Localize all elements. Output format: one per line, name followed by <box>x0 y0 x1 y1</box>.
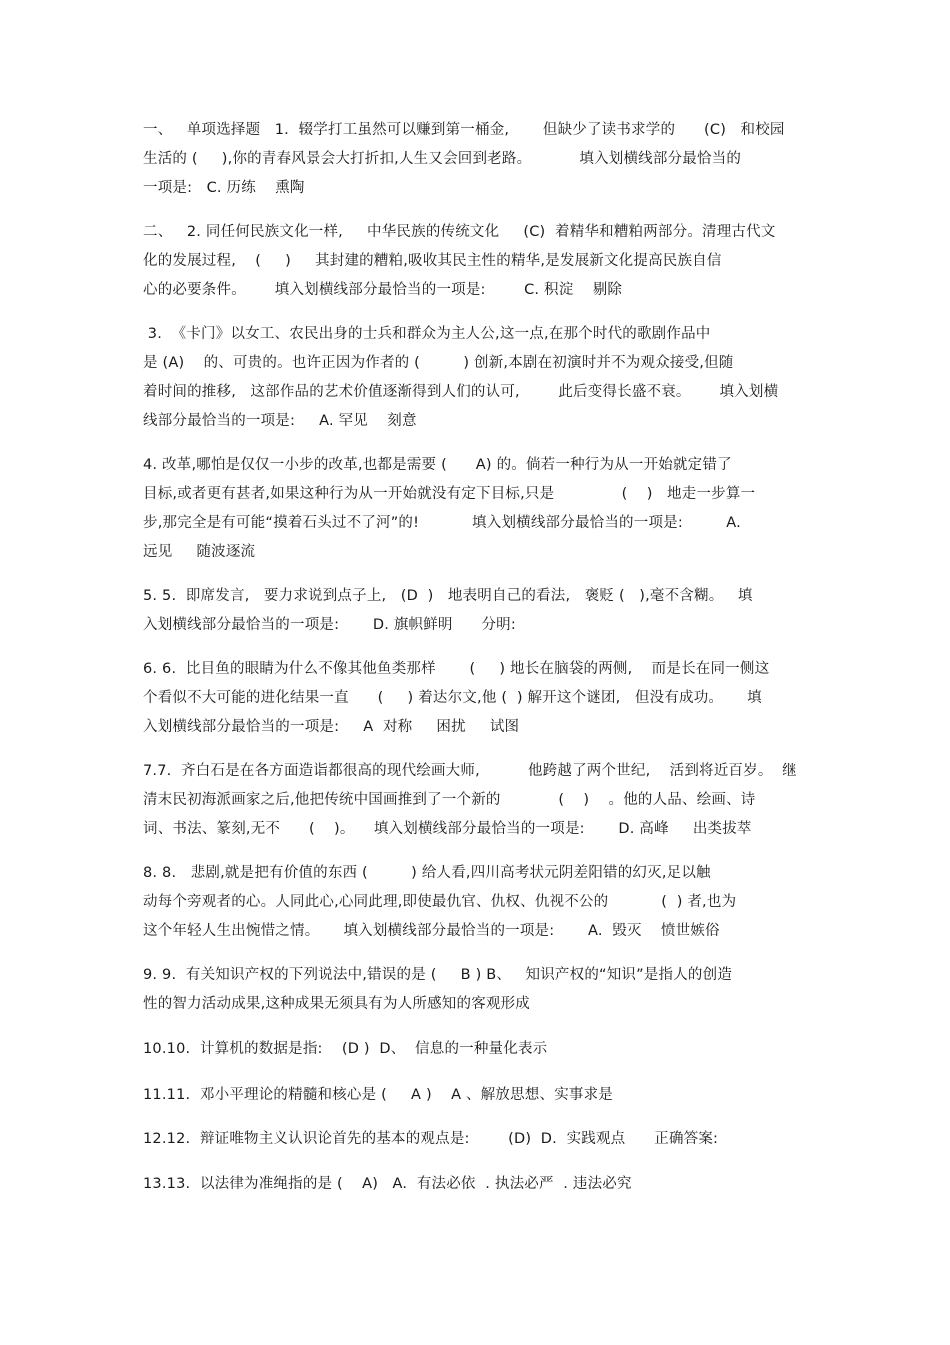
question-11 <box>143 1082 808 1108</box>
question-line: 这个年轻人生出惋惜之情。 填入划横线部分最恰当的一项是: A. 毁灭 愤世嫉俗 <box>143 923 720 939</box>
question-10 <box>143 1036 808 1062</box>
question-line: 目标,或者更有甚者,如果这种行为从一开始就没有定下目标,只是 ( ) 地走一步算一 <box>143 486 756 502</box>
question-line: 6. 6. 比目鱼的眼睛为什么不像其他鱼类那样 ( ) 地长在脑袋的两侧, 而是长在同一侧这 <box>143 661 770 677</box>
question-line: 动每个旁观者的心。人同此心,心同此理,即使最仇官、仇权、仇视不公的 ( ) 者,也为 <box>143 894 737 910</box>
question-line: 步,那完全是有可能“摸着石头过不了河”的! 填入划横线部分最恰当的一项是: A. <box>143 515 741 531</box>
question-2 <box>143 218 808 305</box>
question-line: 词、书法、篆刻,无不 ( )。 填入划横线部分最恰当的一项是: D. 高峰 出类拔萃 <box>143 821 752 837</box>
question-line: 10.10. 计算机的数据是指: (D ) D、 信息的一种量化表示 <box>143 1041 548 1057</box>
question-line: 个看似不大可能的进化结果一直 ( ) 着达尔文,他 ( ) 解开这个谜团, 但没有成功。 填 <box>143 690 762 706</box>
question-line: 5. 5. 即席发言, 要力求说到点子上, (D ) 地表明自己的看法, 褒贬 ( ),毫不含糊。 填 <box>143 588 753 604</box>
question-line: 11.11. 邓小平理论的精髓和核心是 ( A ) A 、解放思想、实事求是 <box>143 1087 613 1103</box>
question-line: 4. 改革,哪怕是仅仅一小步的改革,也都是需要 ( A) 的。倘若一种行为从一开始就定错了 <box>143 457 732 473</box>
question-7 <box>143 757 808 844</box>
question-line: 远见 随波逐流 <box>143 544 256 560</box>
question-line: 7.7. 齐白石是在各方面造诣都很高的现代绘画大师, 他跨越了两个世纪, 活到将近百岁。 继 <box>143 763 797 779</box>
question-line: 清末民初海派画家之后,他把传统中国画推到了一个新的 ( ) 。他的人品、绘画、诗 <box>143 792 756 808</box>
question-line: 二、 2. 同任何民族文化一样, 中华民族的传统文化 (C) 着精华和糟粕两部分。清理古代文 <box>143 224 776 240</box>
question-line: 生活的 ( ),你的青春风景会大打折扣,人生又会回到老路。 填入划横线部分最恰当的 <box>143 151 742 167</box>
question-13 <box>143 1171 808 1197</box>
question-line: 9. 9. 有关知识产权的下列说法中,错误的是 ( B ) B、 知识产权的“知识”是指人的创造 <box>143 967 733 983</box>
question-line: 13.13. 以法律为准绳指的是 ( A) A. 有法必依 . 执法必严 . 违法必究 <box>143 1176 632 1192</box>
question-8 <box>143 859 808 946</box>
question-9 <box>143 961 808 1019</box>
question-12 <box>143 1126 808 1152</box>
question-line: 3. 《卡门》以女工、农民出身的士兵和群众为主人公,这一点,在那个时代的歌剧作品中 <box>143 326 711 342</box>
question-line: 是 (A) 的、可贵的。也许正因为作者的 ( ) 创新,本剧在初演时并不为观众接受,但随 <box>143 355 734 371</box>
question-line: 入划横线部分最恰当的一项是: A 对称 困扰 试图 <box>143 719 520 735</box>
question-line: 线部分最恰当的一项是: A. 罕见 刻意 <box>143 413 417 429</box>
question-line: 一、 单项选择题 1. 辍学打工虽然可以赚到第一桶金, 但缺少了读书求学的 (C) 和校园 <box>143 122 785 138</box>
question-line: 12.12. 辩证唯物主义认识论首先的基本的观点是: (D) D. 实践观点 正确答案: <box>143 1131 719 1147</box>
question-line: 性的智力活动成果,这种成果无须具有为人所感知的客观形成 <box>143 996 531 1012</box>
question-line: 心的必要条件。 填入划横线部分最恰当的一项是: C. 积淀 剔除 <box>143 282 623 298</box>
question-4 <box>143 451 808 567</box>
question-5 <box>143 582 808 640</box>
question-line: 入划横线部分最恰当的一项是: D. 旗帜鲜明 分明: <box>143 617 516 633</box>
question-line: 8. 8. 悲剧,就是把有价值的东西 ( ) 给人看,四川高考状元阴差阳错的幻灭,足以触 <box>143 865 711 881</box>
question-line: 化的发展过程, ( ) 其封建的糟粕,吸收其民主性的精华,是发展新文化提高民族自信 <box>143 253 722 269</box>
question-1 <box>143 116 808 203</box>
question-line: 着时间的推移, 这部作品的艺术价值逐渐得到人们的认可, 此后变得长盛不衰。 填入划横 <box>143 384 779 400</box>
question-6 <box>143 655 808 742</box>
question-3 <box>143 320 808 436</box>
question-line: 一项是: C. 历练 熏陶 <box>143 180 305 196</box>
